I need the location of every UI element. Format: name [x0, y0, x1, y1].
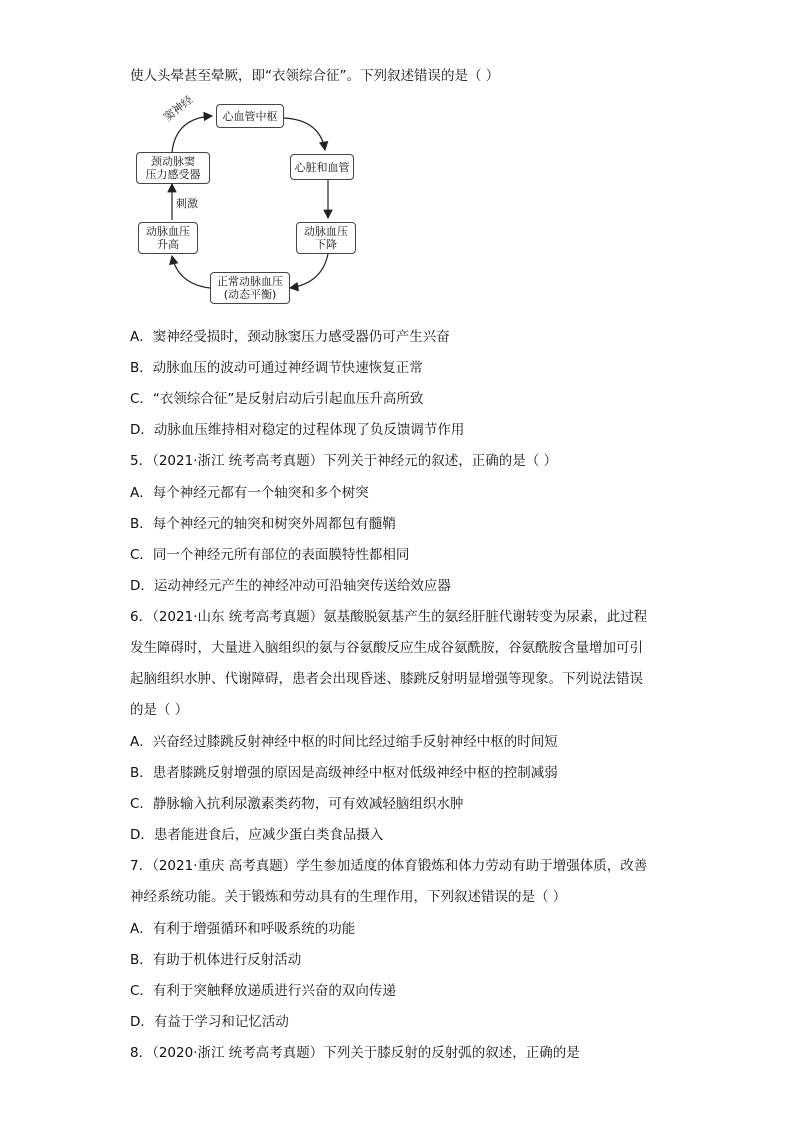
line-19: A．有利于增强循环和呼吸系统的功能	[130, 921, 356, 937]
line-17: 7．（2021·重庆 高考真题）学生参加适度的体育锻炼和体力劳动有助于增强体质，改善	[130, 858, 648, 874]
line-7: C．同一个神经元所有部位的表面膜特性都相同	[130, 547, 410, 563]
arrow-receptor-to-center	[172, 116, 212, 152]
line-15: C．静脉输入抗利尿激素类药物，可有效减轻脑组织水肿	[130, 796, 464, 812]
node-baroreceptor: 颈动脉窦 压力感受器	[136, 152, 210, 184]
label-stimulus: 刺激	[176, 197, 198, 210]
line-21: C．有利于突触释放递质进行兴奋的双向传递	[130, 983, 396, 999]
line-10: 发生障碍时，大量进入脑组织的氨与谷氨酸反应生成谷氨酰胺，谷氨酰胺含量增加可引	[130, 640, 643, 656]
line-1: B．动脉血压的波动可通过神经调节快速恢复正常	[130, 360, 423, 376]
node-cardiovascular-center: 心血管中枢	[216, 104, 284, 128]
line-8: D．运动神经元产生的神经冲动可沿轴突传送给效应器	[130, 578, 451, 594]
line-18: 神经系统功能。关于锻炼和劳动具有的生理作用，下列叙述错误的是（ ）	[130, 889, 567, 905]
line-4: 5．（2021·浙江 统考高考真题）下列关于神经元的叙述，正确的是（ ）	[130, 453, 558, 469]
line-22: D．有益于学习和记忆活动	[130, 1014, 289, 1030]
line-13: A．兴奋经过膝跳反射神经中枢的时间比经过缩手反射神经中枢的时间短	[130, 734, 558, 750]
line-9: 6．（2021·山东 统考高考真题）氨基酸脱氨基产生的氨经肝脏代谢转变为尿素，此过程	[130, 609, 648, 625]
line-2: C．“衣领综合征”是反射启动后引起血压升高所致	[130, 391, 424, 407]
node-heart-and-vessels: 心脏和血管	[290, 154, 354, 180]
label-sinus-nerve: 窦神经	[161, 93, 196, 124]
line-16: D．患者能进食后，应减少蛋白类食品摄入	[130, 827, 384, 843]
line-3: D．动脉血压维持相对稳定的过程体现了负反馈调节作用	[130, 422, 465, 438]
node-pressure-up: 动脉血压 升高	[138, 222, 198, 254]
line-14: B．患者膝跳反射增强的原因是高级神经中枢对低级神经中枢的控制减弱	[130, 765, 558, 781]
line-12: 的是（ ）	[130, 702, 189, 718]
line-0: A．窦神经受损时，颈动脉窦压力感受器仍可产生兴奋	[130, 329, 450, 345]
line-5: A．每个神经元都有一个轴突和多个树突	[130, 485, 369, 501]
arrow-center-to-heart	[284, 118, 325, 150]
line-11: 起脑组织水肿、代谢障碍，患者会出现昏迷、膝跳反射明显增强等现象。下列说法错误	[130, 671, 643, 687]
arrow-normal-to-pressure-up	[172, 256, 210, 288]
line-6: B．每个神经元的轴突和树突外周都包有髓鞘	[130, 516, 396, 532]
node-pressure-down: 动脉血压 下降	[296, 222, 356, 254]
line-23: 8．（2020·浙江 统考高考真题）下列关于膝反射的反射弧的叙述，正确的是	[130, 1045, 580, 1061]
question-intro: 使人头晕甚至晕厥，即“衣领综合征”。下列叙述错误的是（ ）	[130, 68, 500, 84]
arrow-pressure-down-to-normal	[290, 254, 328, 288]
node-normal-pressure: 正常动脉血压 (动态平衡)	[210, 272, 290, 304]
baroreflex-diagram	[132, 93, 372, 308]
line-20: B．有助于机体进行反射活动	[130, 952, 302, 968]
